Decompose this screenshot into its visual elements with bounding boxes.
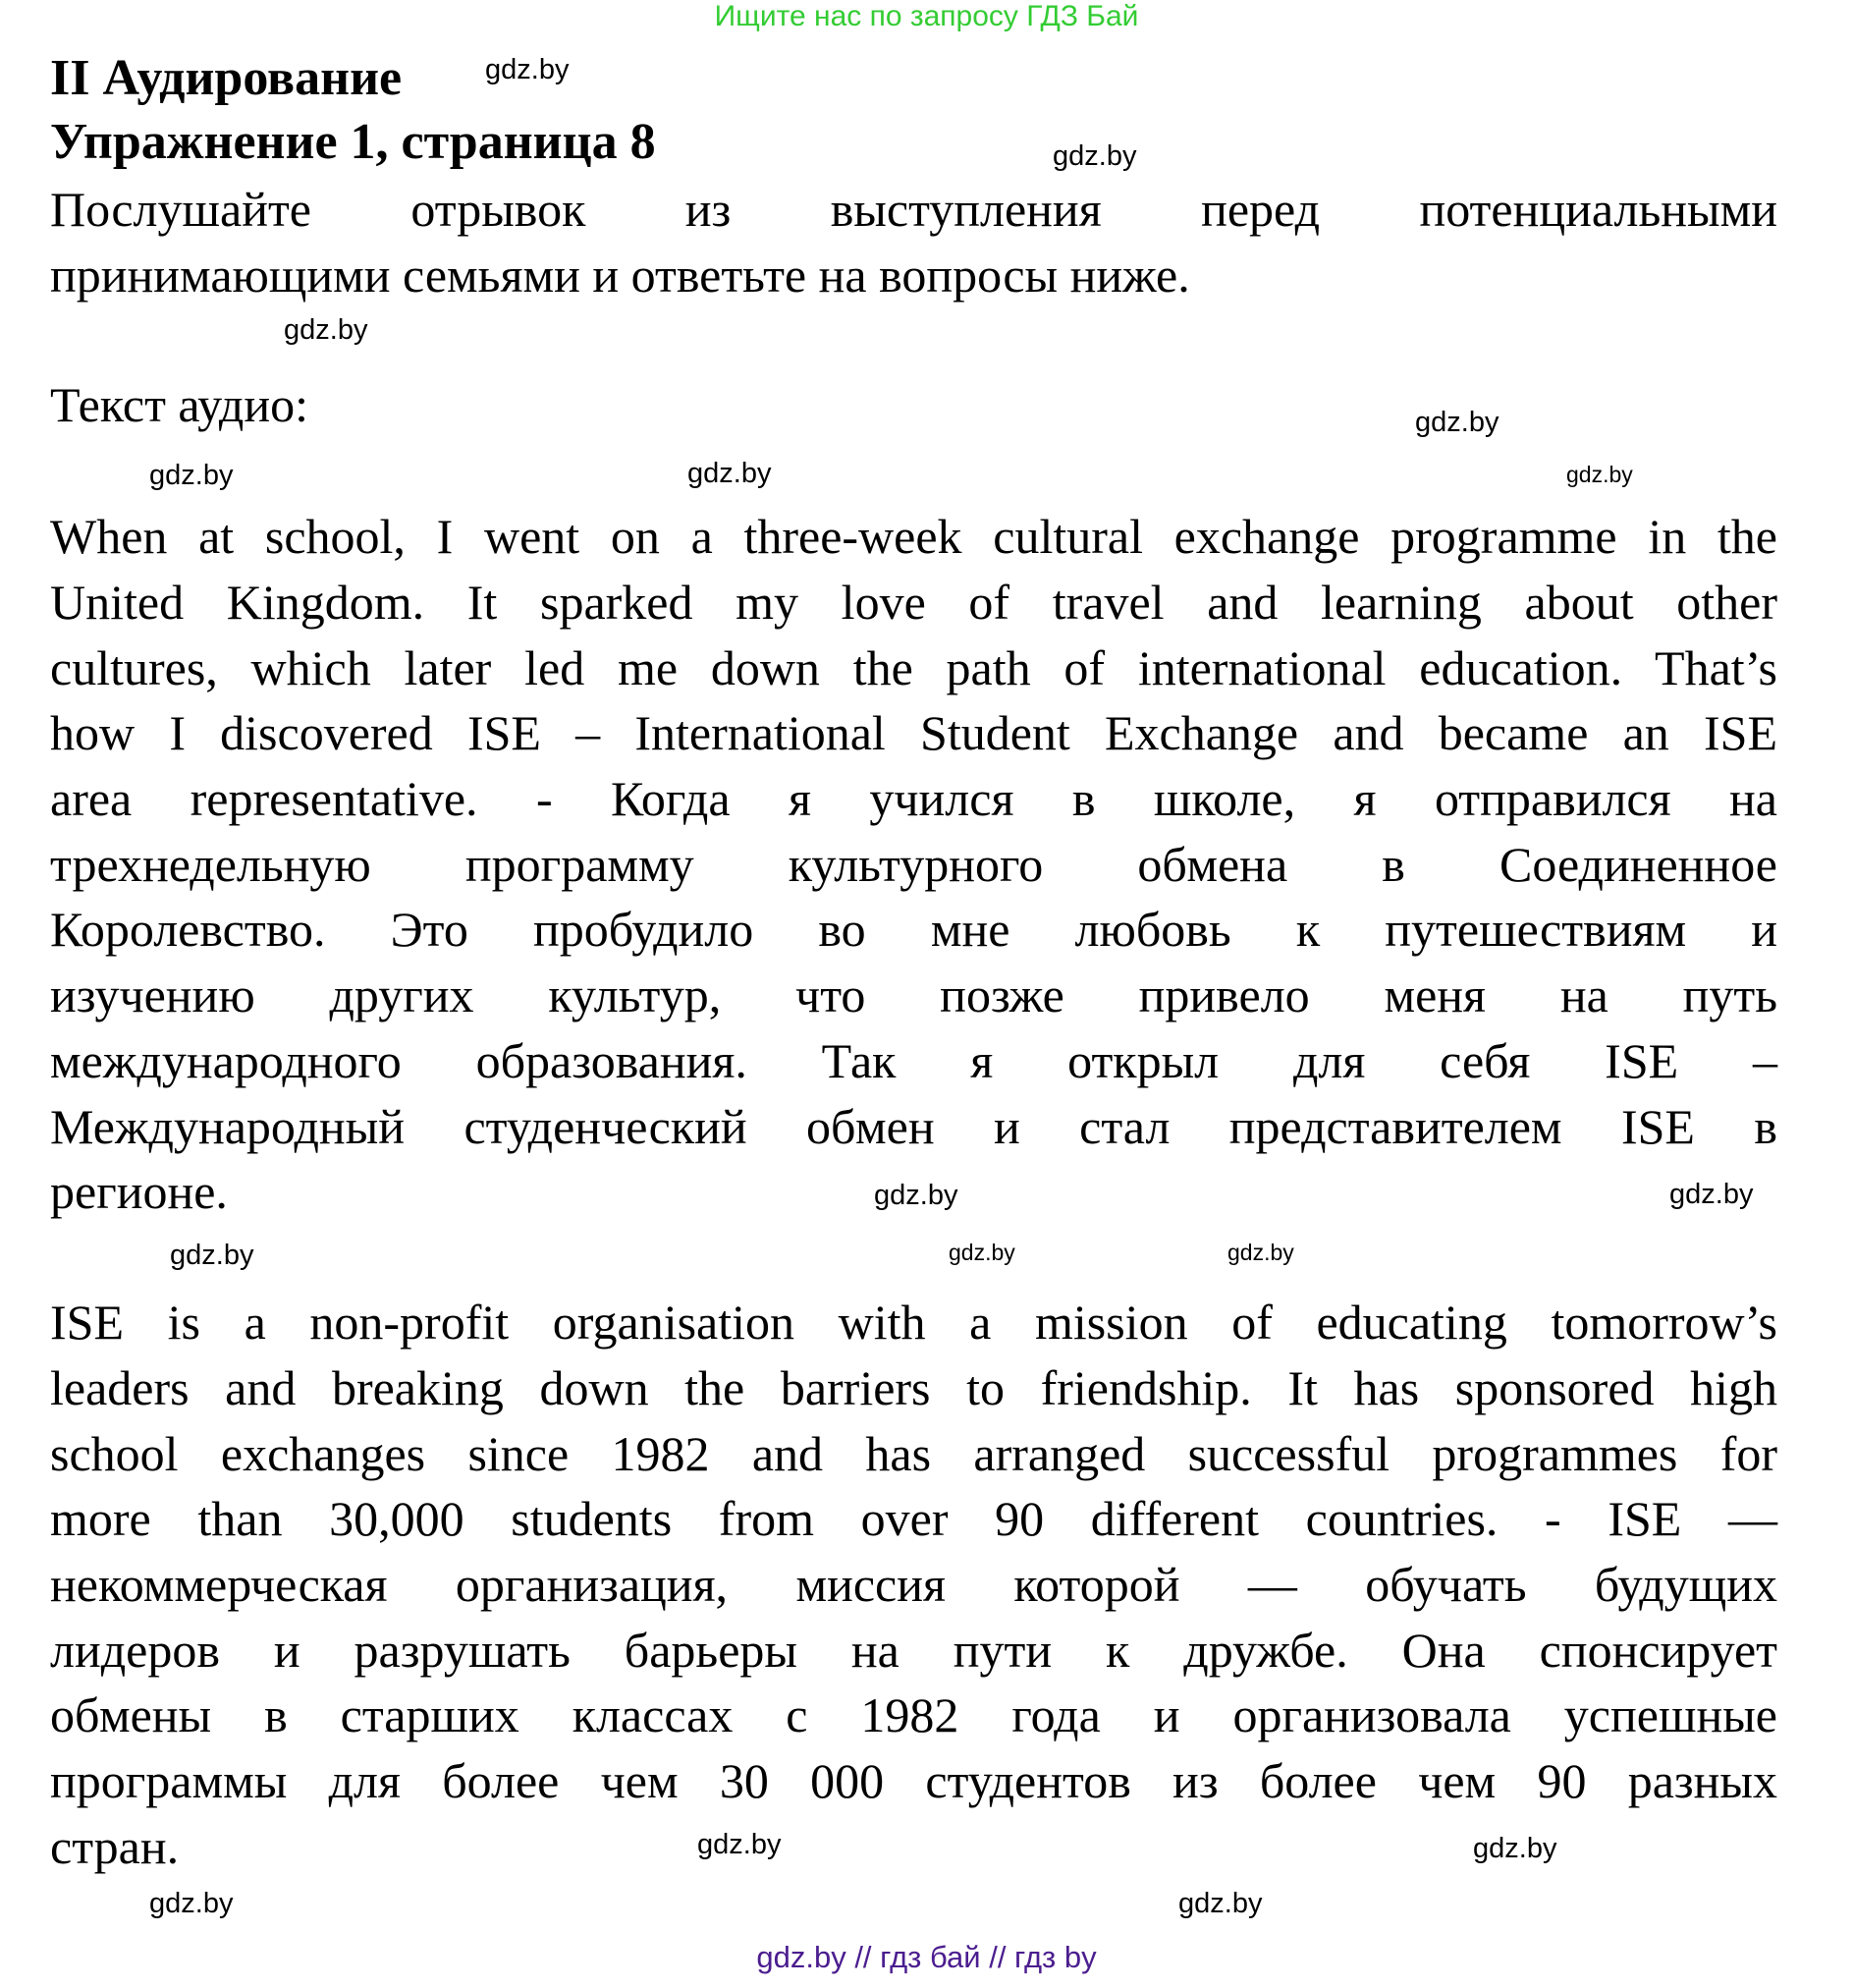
paragraph2-line: leaders and breaking down the barriers to friendship. It has sponsored high xyxy=(50,1360,1777,1415)
paragraph2-line: school exchanges since 1982 and has arranged successful programmes for xyxy=(50,1426,1777,1481)
watermark: gdz.by xyxy=(170,1240,254,1271)
watermark: gdz.by xyxy=(1415,407,1499,438)
paragraph1-line: cultures, which later led me down the path of international education. That’s xyxy=(50,640,1777,695)
watermark: gdz.by xyxy=(949,1240,1015,1265)
instruction-line: Послушайте отрывок из выступления перед потенциальными xyxy=(50,182,1777,237)
watermark: gdz.by xyxy=(687,458,772,489)
watermark: gdz.by xyxy=(697,1829,782,1860)
watermark: gdz.by xyxy=(1566,462,1633,487)
watermark: gdz.by xyxy=(149,460,234,491)
paragraph2-line: обмены в старших классах с 1982 года и организовала успешные xyxy=(50,1687,1777,1742)
watermark: gdz.by xyxy=(1227,1240,1294,1265)
paragraph2-line: more than 30,000 students from over 90 different countries. - ISE — xyxy=(50,1491,1777,1546)
instruction-line: принимающими семьями и ответьте на вопросы ниже. xyxy=(50,248,1190,303)
paragraph1-line: Международный студенческий обмен и стал представителем ISE в xyxy=(50,1099,1777,1154)
watermark: gdz.by xyxy=(1053,140,1137,172)
paragraph2-line: стран. xyxy=(50,1819,180,1874)
paragraph1-line: Королевство. Это пробудило во мне любовь к путешествиям и xyxy=(50,902,1777,957)
watermark: gdz.by xyxy=(1178,1888,1263,1919)
watermark: gdz.by xyxy=(284,314,368,346)
paragraph1-line: When at school, I went on a three-week cultural exchange programme in the xyxy=(50,509,1777,564)
watermark: gdz.by xyxy=(874,1180,958,1211)
exercise-title: Упражнение 1, страница 8 xyxy=(50,114,656,170)
paragraph1-line: area representative. - Когда я учился в школе, я отправился на xyxy=(50,771,1777,826)
paragraph2-line: программы для более чем 30 000 студентов из более чем 90 разных xyxy=(50,1753,1777,1808)
section-title: II Аудирование xyxy=(50,50,403,106)
watermark: gdz.by xyxy=(485,54,570,85)
paragraph1-line: how I discovered ISE – International Student Exchange and became an ISE xyxy=(50,705,1777,760)
paragraph1-line: регионе. xyxy=(50,1164,228,1219)
footer-links: gdz.by // гдз бай // гдз by xyxy=(756,1940,1097,1974)
paragraph1-line: трехнедельную программу культурного обмена в Соединенное xyxy=(50,837,1777,892)
watermark: gdz.by xyxy=(1473,1833,1557,1864)
paragraph2-line: некоммерческая организация, миссия которой — обучать будущих xyxy=(50,1557,1777,1612)
search-banner: Ищите нас по запросу ГДЗ Бай xyxy=(714,0,1139,32)
paragraph2-line: лидеров и разрушать барьеры на пути к дружбе. Она спонсирует xyxy=(50,1623,1777,1678)
paragraph1-line: United Kingdom. It sparked my love of travel and learning about other xyxy=(50,575,1777,630)
paragraph2-line: ISE is a non-profit organisation with a mission of educating tomorrow’s xyxy=(50,1295,1777,1350)
watermark: gdz.by xyxy=(1669,1179,1754,1210)
audio-label: Текст аудио: xyxy=(50,377,309,432)
paragraph1-line: международного образования. Так я открыл для себя ISE – xyxy=(50,1033,1777,1088)
watermark: gdz.by xyxy=(149,1888,234,1919)
paragraph1-line: изучению других культур, что позже привело меня на путь xyxy=(50,967,1777,1022)
